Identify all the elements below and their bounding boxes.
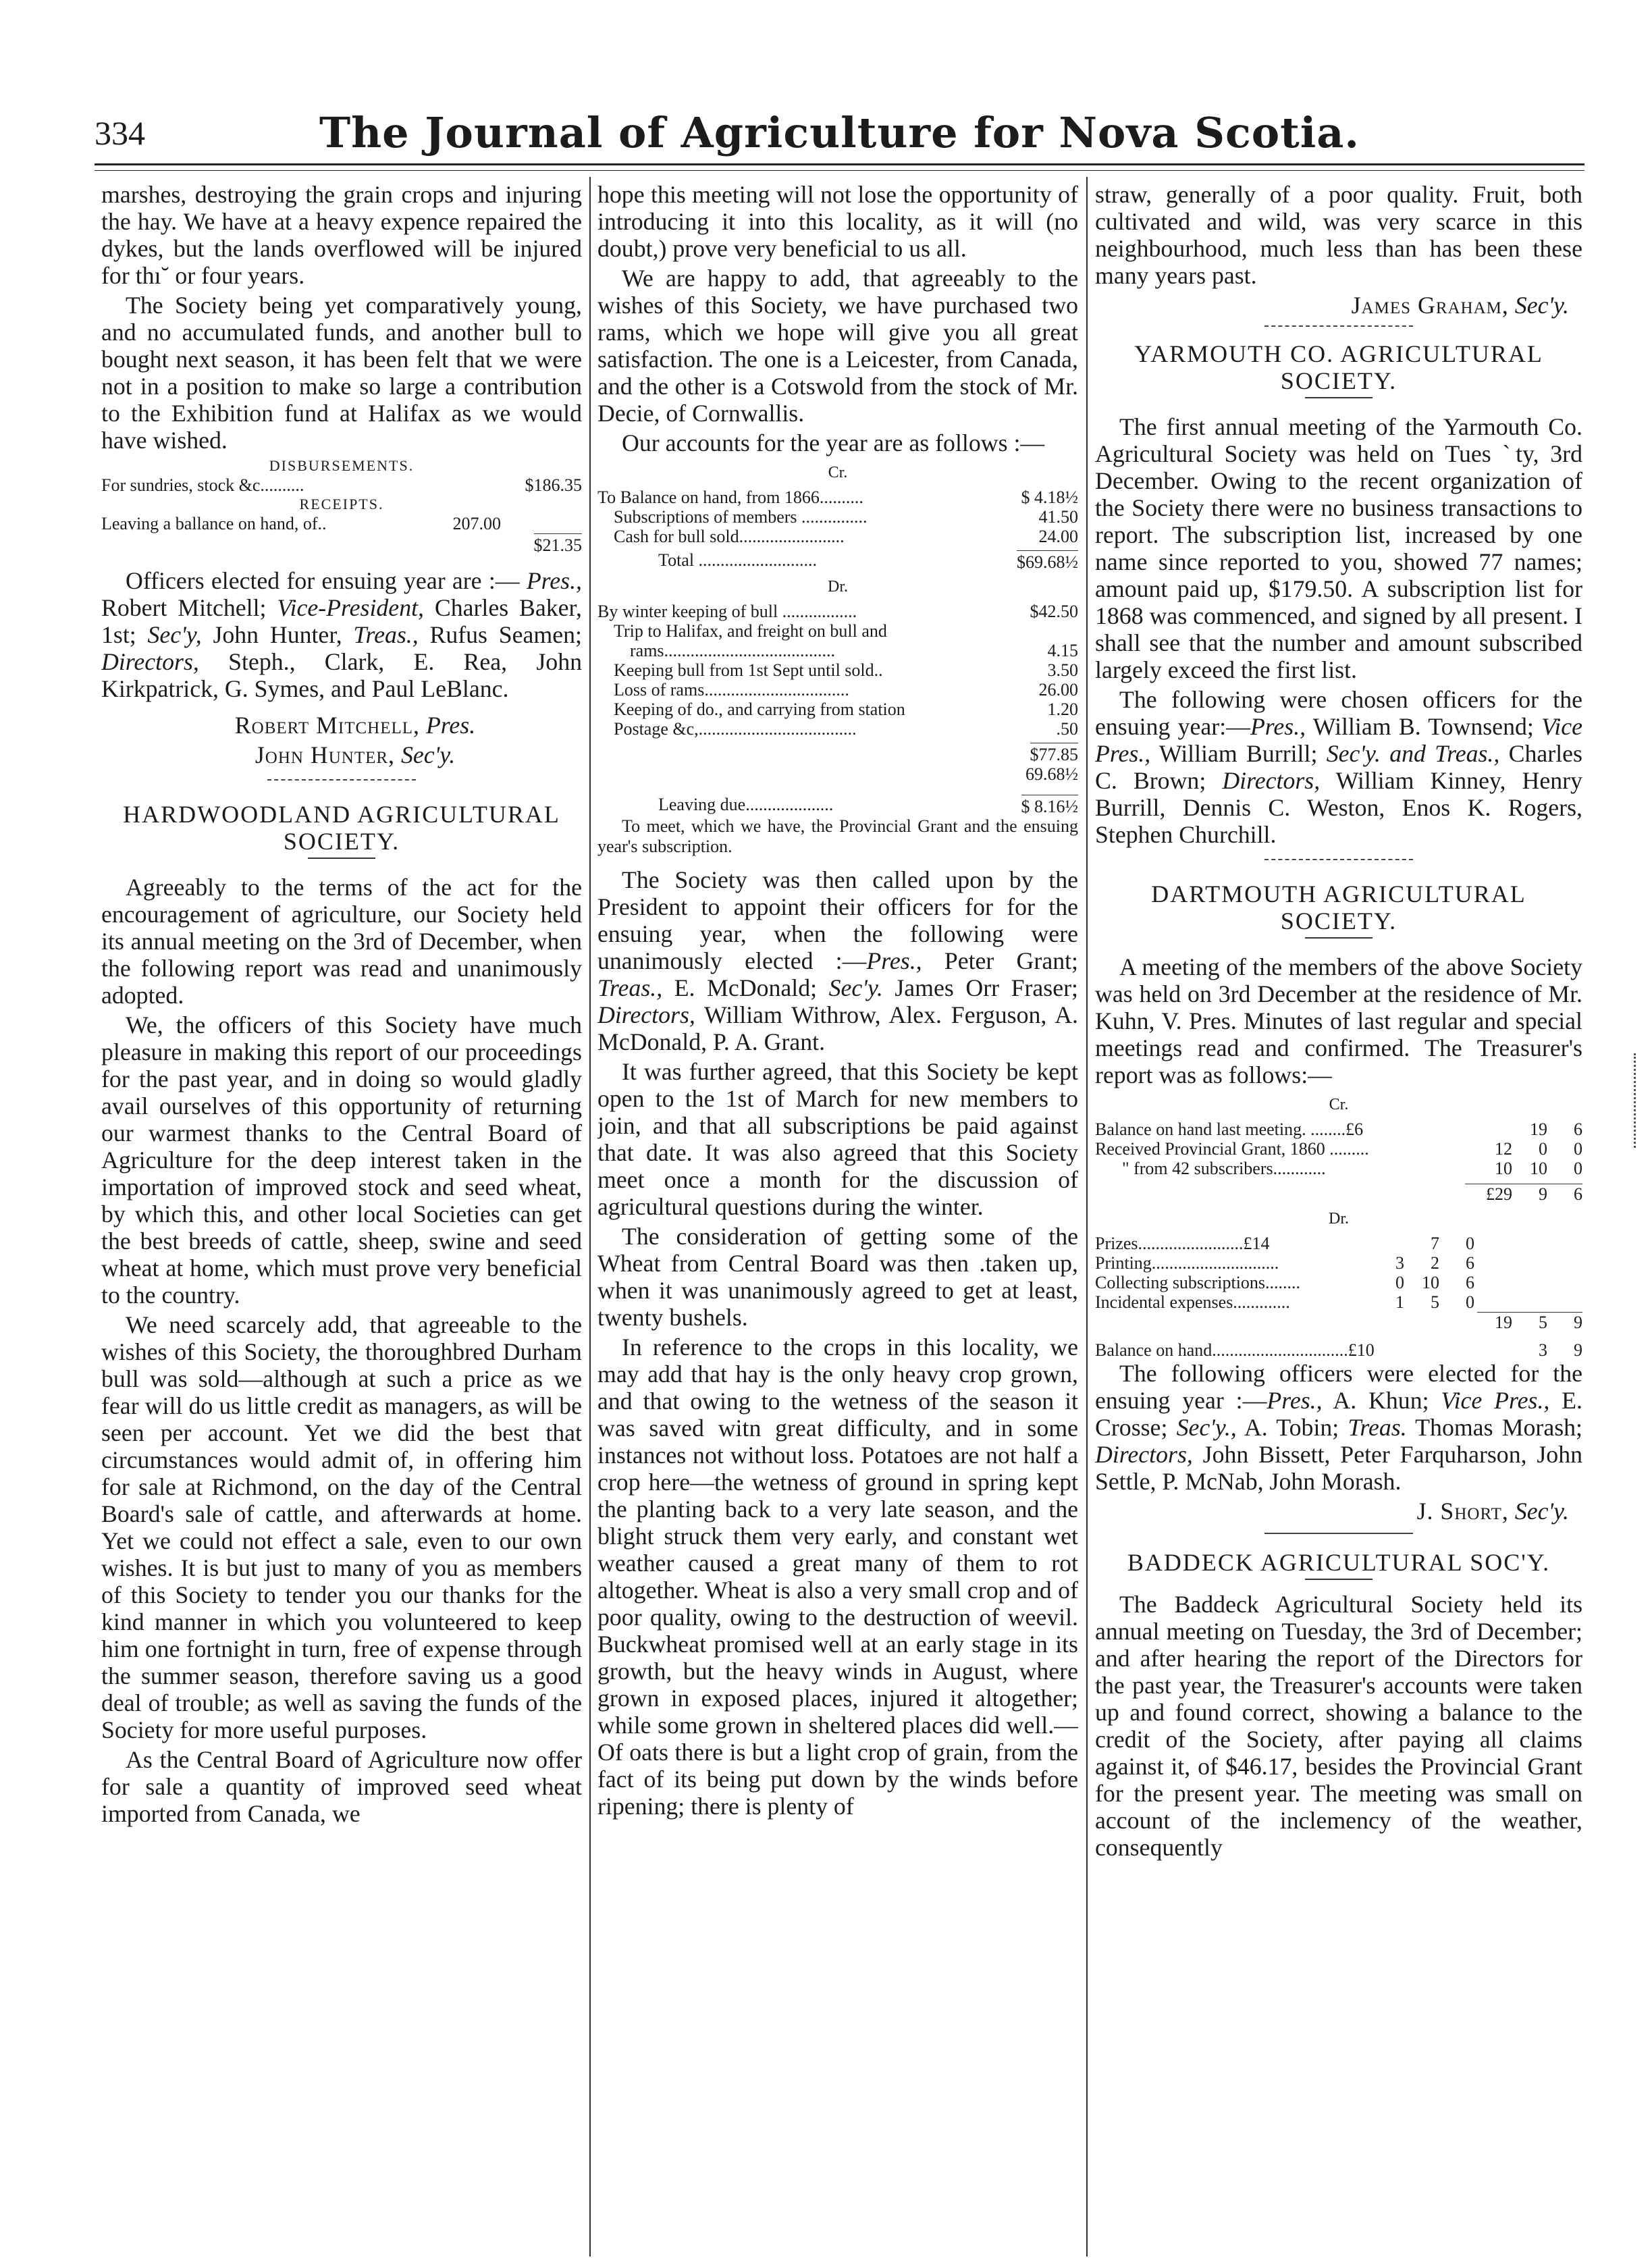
signature [128,712,582,739]
officer-name: William B. Townsend; [1306,713,1542,740]
receipts-heading: RECEIPTS. [299,496,384,512]
pence: 0 [1574,1159,1582,1178]
shillings: 9 [1512,1184,1547,1204]
account-label: For sundries, stock &c.......... [101,475,304,495]
account-label: Loss of rams................................. [614,680,849,700]
officer-name: Charles C. Brown; [1095,740,1582,794]
text-run: The following officers were elected for the ensuing year :— [1095,1360,1582,1414]
officer-role: Directors, [597,1001,695,1028]
shillings: 5 [1512,1312,1547,1332]
officers-paragraph [1095,1360,1582,1495]
officer-name: William Kinney, Henry Burrill, Dennis C. Weston, Enos K. Rogers, Stephen Churchill. [1095,767,1582,848]
account-value: $42.50 [1030,602,1078,621]
officer-name: Rufus Seamen; [418,621,582,648]
shillings: 5 [1431,1292,1439,1312]
section-heading: DARTMOUTH AGRICULTURAL SOCIETY. [1151,880,1526,934]
paragraph: We, the officers of this Society have much pleasure in making this report of our proceedings for the past year, and in doing so would gladly avail ourselves of this opportunity of returning our warmest thanks to the Central Board of Agriculture for the deep interest taken in the importation of improved stock and seed wheat, by which this, and other local Societies can get the best breeds of cattle, sheep, swine and seed wheat at home, which must prove very beneficial to the country. [101,1011,582,1309]
officer-role: Sec'y, [147,621,202,648]
pounds: 19 [1477,1312,1512,1332]
signature-name: James Graham, [1351,292,1509,319]
officer-name: Peter Grant; [922,947,1078,974]
account-line [597,700,1078,719]
account-line [597,680,1078,700]
header-rule-thin [95,170,1584,171]
account-label: Prizes........................£14 [1095,1234,1270,1253]
account-total-line [597,795,1078,816]
signature-role: Sec'y. [1514,292,1569,319]
section-separator [1264,1533,1413,1534]
pence: 6 [1574,1119,1582,1139]
officer-role: Vice Pres., [1095,713,1582,767]
signature-role: Sec'y. [400,741,456,768]
account-value: 26.00 [1038,680,1078,700]
signature-name: John Hunter, [255,741,395,768]
heading-rule [1305,1579,1373,1580]
shillings: 2 [1431,1253,1439,1273]
shillings: 10 [1422,1273,1439,1292]
account-value: $69.68½ [1017,550,1078,572]
column-3 [1095,181,1582,2247]
disbursements-heading: DISBURSEMENTS. [269,457,415,474]
credit-heading: Cr. [828,464,848,481]
pounds: 1 [1395,1292,1404,1312]
pounds: 3 [1395,1253,1404,1273]
account-value: 207.00 [452,514,501,533]
section-separator [1264,325,1413,327]
section-heading: YARMOUTH CO. AGRICULTURAL SOCIETY. [1134,340,1543,394]
heading-rule [1305,397,1373,398]
paragraph: We are happy to add, that agreeably to the wishes of this Society, we have purchased two rams, which we hope will give you all great satisfaction. The one is a Leicester, from Canada, and the other is a Cotswold from the stock of Mr. Decie, of Cornwallis. [597,265,1078,427]
officer-name: E. Crosse; [1095,1387,1582,1441]
shillings: 3 [1539,1340,1547,1360]
debit-heading: Dr. [1329,1210,1349,1228]
officer-role: Pres., [1250,713,1306,740]
header-rule [95,163,1584,165]
account-line [597,641,1078,660]
officer-role: Vice-President, [277,594,424,621]
account-line [1095,1159,1582,1178]
account-label: Keeping of do., and carrying from station [614,700,905,719]
officer-name: William Withrow, Alex. Ferguson, A. McDonald, P. A. Grant. [597,1001,1078,1055]
paragraph: straw, generally of a poor quality. Fruit, both cultivated and wild, was very scarce in this neighbourhood, much less than has been these many years past. [1095,181,1582,289]
officer-name: James Orr Fraser; [882,974,1078,1001]
officer-name: Thomas Morash; [1406,1414,1582,1441]
shillings: 7 [1431,1234,1439,1253]
officer-name: William Burrill; [1150,740,1327,767]
account-label: Postage &c,.................................... [614,719,857,739]
pence: 6 [1466,1273,1474,1292]
account-line [1095,1139,1582,1159]
officer-name: John Hunter, [201,621,354,648]
account-total-line [1095,1312,1582,1332]
account-label: Keeping bull from 1st Sept until sold.. [614,660,883,680]
credit-heading: Cr. [1329,1096,1349,1113]
pence: 6 [1547,1184,1582,1204]
pence: 6 [1466,1253,1474,1273]
account-balance-line [1095,1340,1582,1360]
account-total-value: $21.35 [534,533,583,555]
text-run: The following were chosen officers for the ensuing year:— [1095,686,1582,740]
officer-role: Pres., [1267,1387,1323,1414]
paragraph: The first annual meeting of the Yarmouth Co. Agricultural Society was held on Tues ˋty, 3rd December. Owing to the recent organization of the Society there were no business transactions to report. The subscription list, increased by one name since reported to you, showed 77 names; amount paid up, $179.50. A subscription list for 1868 was commenced, and signed by all present. I shall see that the number and amount subscribed largely exceed the first list. [1095,413,1582,683]
paragraph: The Baddeck Agricultural Society held its annual meeting on Tuesday, the 3rd of December; and after hearing the report of the Directors for the past year, the Treasurer's accounts were taken up and found correct, showing a balance to the credit of the Society, after paying all claims against it, of $46.17, besides the Provincial Grant for the present year. The meeting was small on account of the inclemency of the weather, consequently [1095,1591,1582,1861]
account-line [1095,1253,1582,1273]
account-line [597,487,1078,507]
officer-role: Pres., [866,947,922,974]
paragraph: In reference to the crops in this locality, we may add that hay is the only heavy crop grown, and that owing to the wetness of the season it was saved witn great difficulty, and in some instances not without loss. Potatoes are not half a crop here—the wetness of ground in spring kept the planting back to a very late season, and the blight struck them very early, and constant wet weather caused a great many of them to rot altogether. Wheat is also a very small crop and of poor quality, owing to the destruction of weevil. Buckwheat promised well at an early stage in its growth, but the heavy winds in August, where grown in exposed places, injured it altogether; while some grown in sheltered places did well.— Of oats there is but a light crop of grain, from the fact of its being put down by the winds before ripening; there is plenty of [597,1334,1078,1820]
text-run: The Society was then called upon by the President to appoint their officers for for the ensuing year, when the following were unanimously elected :— [597,866,1078,974]
account-label: Leaving due.................... [658,795,834,814]
account-value: $186.35 [525,475,582,495]
account-label: Leaving a ballance on hand, of.. [101,514,327,533]
officer-role: Vice Pres., [1441,1387,1550,1414]
account-sum-value: $77.85 [1030,743,1079,764]
scan-edge-mark [1634,1053,1638,1148]
section-separator [267,779,416,781]
paragraph: hope this meeting will not lose the opportunity of introducing it into this locality, as it will (no doubt,) prove very beneficial to us all. [597,181,1078,262]
page-number: 334 [95,114,145,152]
account-line [101,475,582,495]
officer-role: Treas., [597,974,663,1001]
account-line [597,660,1078,680]
officer-role: Treas. [1348,1414,1407,1441]
pounds: £29 [1465,1184,1512,1204]
account-total [101,533,582,555]
signature-name: Robert Mitchell, [234,712,420,739]
pounds: 0 [1395,1273,1404,1292]
account-note: To meet, which we have, the Provincial Grant and the ensuing year's subscription. [597,816,1078,856]
paragraph: As the Central Board of Agriculture now offer for sale a quantity of improved seed wheat imported from Canada, we [101,1746,582,1827]
column-divider [589,177,591,2257]
running-title: The Journal of Agriculture for Nova Scotia. [319,108,1360,157]
pence: 0 [1466,1292,1474,1312]
account-line [101,514,582,533]
signature-role: Sec'y. [1514,1498,1569,1525]
signature [1095,1498,1569,1525]
shillings: 19 [1530,1119,1547,1139]
paragraph: marshes, destroying the grain crops and injuring the hay. We have at a heavy expence repaired the dykes, but the lands overflowed will be injured for thı˘ or four years. [101,181,582,289]
officers-paragraph [101,567,582,702]
account-line [597,719,1078,739]
account-total-line [1095,1184,1582,1204]
column-2 [597,181,1078,2247]
account-line [597,602,1078,621]
officer-name: Charles Baker, 1st; [101,594,582,648]
officer-name: E. McDonald; [662,974,829,1001]
signature-name: J. Short, [1416,1498,1509,1525]
account-label: Cash for bull sold........................ [614,527,845,546]
officer-role: Directors, [1222,767,1321,794]
officer-name: Robert Mitchell; [101,594,277,621]
page-header [95,101,1584,169]
account-label [1095,1312,1477,1332]
account-label: rams....................................... [630,641,836,660]
shillings: 0 [1539,1139,1547,1159]
account-label: To Balance on hand, from 1866.......... [597,487,863,507]
account-line [1095,1292,1582,1312]
officer-name: Steph., Clark, E. Rea, John Kirkpatrick, G. Symes, and Paul LeBlanc. [101,648,582,702]
section-heading: BADDECK AGRICULTURAL SOC'Y. [1127,1549,1551,1576]
pounds: 12 [1495,1139,1512,1159]
section-heading: HARDWOODLAND AGRICULTURAL SOCIETY. [123,801,560,855]
account-sum-value: 69.68½ [1025,764,1078,784]
officer-role: Sec'y., [1176,1414,1237,1441]
account-label: Trip to Halifax, and freight on bull and [614,621,887,641]
account-sum [597,764,1078,784]
account-value: 4.15 [1047,641,1078,660]
paragraph: A meeting of the members of the above Society was held on 3rd December at the residence of Mr. Kuhn, V. Pres. Minutes of last regular and special meetings read and confirmed. The Treasurer's report was as follows:— [1095,953,1582,1088]
pence: 9 [1547,1312,1582,1332]
pounds: 10 [1495,1159,1512,1178]
account-line [597,621,1078,641]
account-line [597,527,1078,546]
text-run: Officers elected for ensuing year are :— [126,567,520,594]
account-value: $ 4.18½ [1021,487,1078,507]
heading-rule [308,858,375,859]
paragraph: The Society being yet comparatively young, and no accumulated funds, and another bull to bought next season, it has been felt that we were not in a position to make so large a contribution to the Exhibition fund at Halifax as we would have wished. [101,292,582,454]
account-value: 41.50 [1038,507,1078,527]
paragraph: We need scarcely add, that agreeable to the wishes of this Society, the thoroughbred Durham bull was sold—although at such a price as we fear will do us little credit as managers, as will be seen per account. Yet we did the best that circumstances would admit of, in offering him for sale at Richmond, on the day of the Central Board's sale of cattle, and afterwards at home. Yet we could not effect a sale, even to our own wishes. It is but just to many of you as members of this Society to tender you our thanks for the kind manner in which you volunteered to keep him one fortnight in turn, free of expense through the summer season, therefore saving us a good deal of trouble; as well as saving the funds of the Society for more useful purposes. [101,1311,582,1743]
officer-name: A. Khun; [1322,1387,1441,1414]
account-label: Balance on hand last meeting. ........£6 [1095,1119,1364,1139]
account-line [1095,1234,1582,1253]
account-value: 24.00 [1038,527,1078,546]
paragraph: Our accounts for the year are as follows :— [622,429,1045,456]
officer-name: A. Tobin; [1236,1414,1348,1441]
pence: 9 [1574,1340,1582,1360]
account-value: 3.50 [1047,660,1078,680]
officer-role: Sec'y. and Treas., [1326,740,1500,767]
signature [1095,292,1569,319]
account-label: Subscriptions of members ............... [614,507,868,527]
account-line [1095,1273,1582,1292]
column-1 [101,181,582,2247]
account-line [597,507,1078,527]
pence: 0 [1574,1139,1582,1159]
account-sum [597,743,1078,764]
account-label: Total ........................... [658,550,818,570]
officers-paragraph [597,866,1078,1055]
account-label: Balance on hand...............................£10 [1095,1340,1375,1360]
account-label: Printing............................. [1095,1253,1279,1273]
account-value: $ 8.16½ [1021,795,1079,816]
officer-role: Pres., [526,567,582,594]
account-value: 1.20 [1047,700,1078,719]
account-label: By winter keeping of bull ................. [597,602,857,621]
officer-role: Directors, [1095,1441,1193,1468]
section-separator [1264,859,1413,860]
paragraph: It was further agreed, that this Society be kept open to the 1st of March for new members to join, and that all subscriptions be paid against that date. It was also agreed that this Society meet once a month for the discussion of agricultural questions during the winter. [597,1058,1078,1220]
column-divider [1086,177,1088,2257]
account-label: " from 42 subscribers............ [1122,1159,1326,1178]
officer-name: John Bissett, Peter Farquharson, John Settle, P. McNab, John Morash. [1095,1441,1582,1495]
paragraph: The consideration of getting some of the Wheat from Central Board was then .taken up, when it was unanimously agreed to get at least, twenty bushels. [597,1223,1078,1331]
officer-role: Directors, [101,648,199,675]
signature [128,741,582,768]
account-value: .50 [1056,719,1078,739]
pence: 0 [1466,1234,1474,1253]
shillings: 10 [1530,1159,1547,1178]
officer-role: Treas., [353,621,419,648]
account-label: Collecting subscriptions........ [1095,1273,1301,1292]
account-label: Received Provincial Grant, 1860 ......... [1095,1139,1369,1159]
debit-heading: Dr. [828,578,848,596]
paragraph: Agreeably to the terms of the act for the encouragement of agriculture, our Society held its annual meeting on the 3rd of December, when the following report was read and unanimously adopted. [101,874,582,1009]
officer-role: Sec'y. [828,974,883,1001]
account-total-line [597,550,1078,572]
officers-paragraph [1095,686,1582,848]
heading-rule [1305,937,1373,939]
account-label [1095,1184,1465,1204]
signature-role: Pres. [425,712,476,739]
account-label: Incidental expenses............. [1095,1292,1290,1312]
account-line [1095,1119,1582,1139]
